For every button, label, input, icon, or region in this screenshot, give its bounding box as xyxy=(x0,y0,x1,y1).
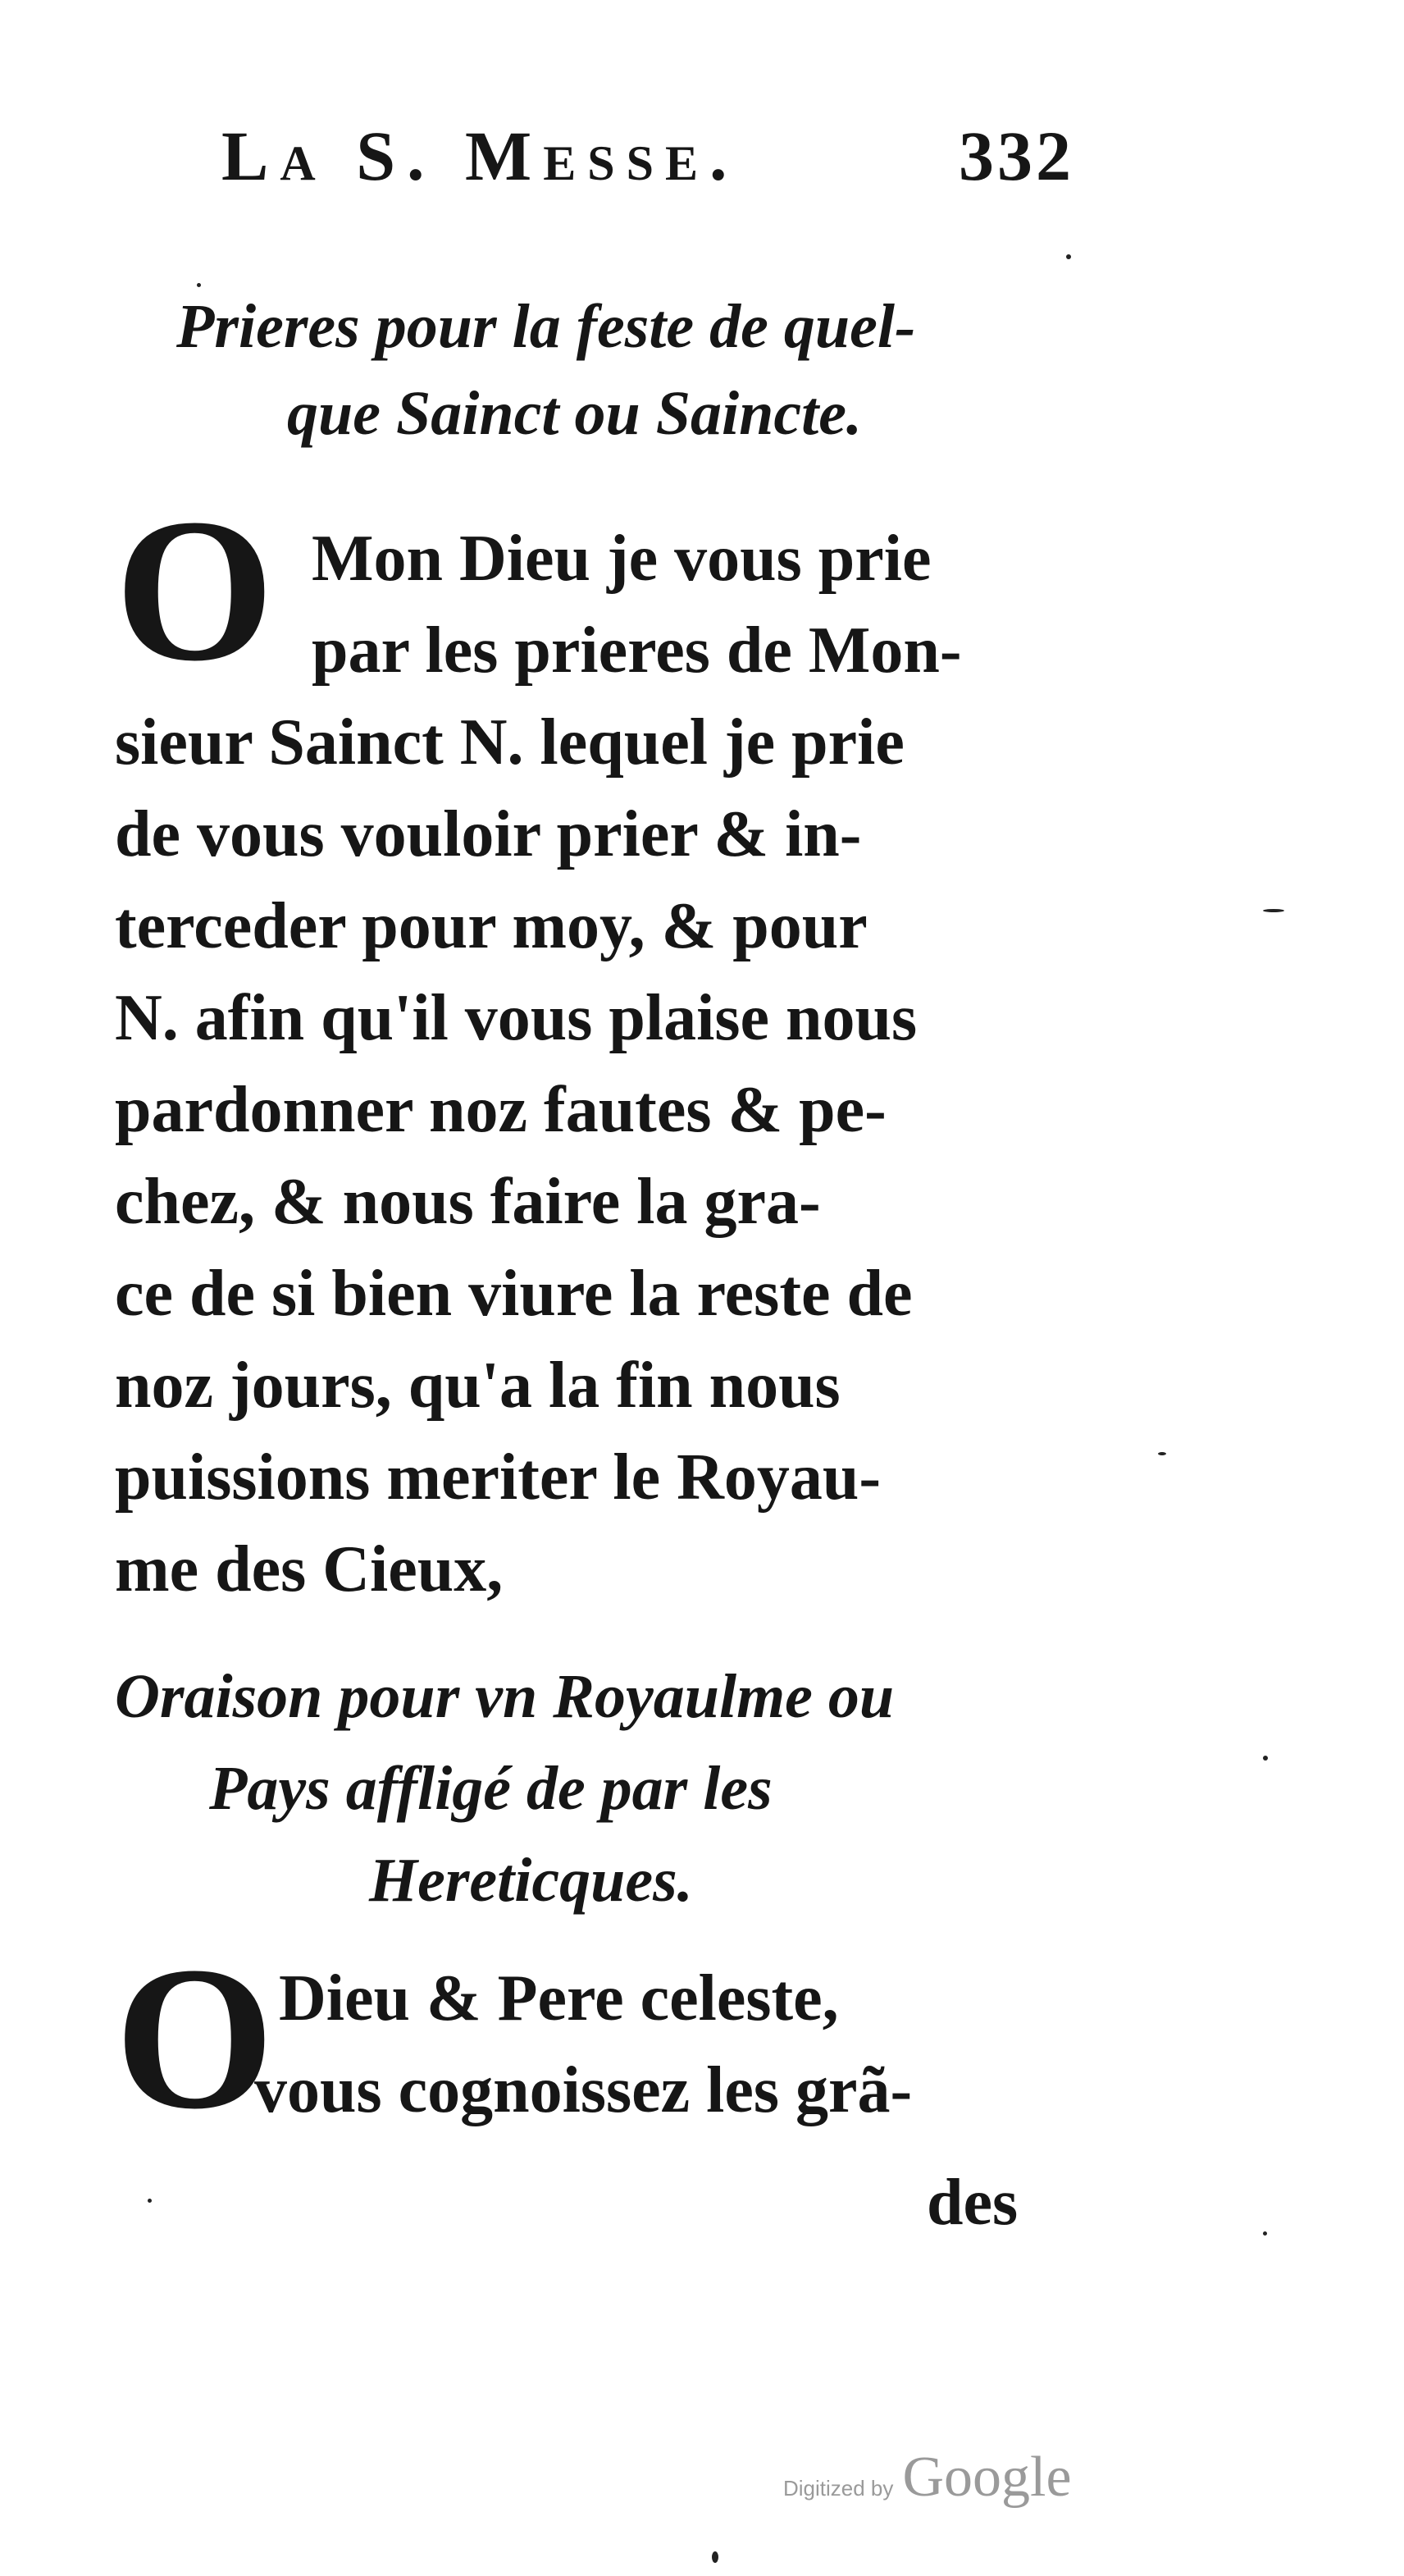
text-line: me des Cieux, xyxy=(115,1533,504,1605)
running-title: La S. Messe. xyxy=(221,116,739,195)
digitized-prefix: Digitized by xyxy=(783,2476,894,2501)
heading-line: Pays affligé de par les xyxy=(209,1754,773,1823)
heading-line: Oraison pour vn Royaulme ou xyxy=(115,1662,895,1731)
page-number: 332 xyxy=(959,116,1074,195)
heading-line: que Sainct ou Saincte. xyxy=(287,379,862,448)
print-speck xyxy=(1263,2231,1267,2236)
text-line: chez, & nous faire la gra- xyxy=(115,1166,821,1238)
text-line: N. afin qu'il vous plaise nous xyxy=(115,982,918,1054)
catchword: des xyxy=(927,2167,1019,2239)
digitization-mark xyxy=(783,2445,1072,2510)
print-speck xyxy=(1158,1452,1166,1455)
drop-cap: O xyxy=(115,1925,275,2152)
running-header xyxy=(221,115,1074,213)
text-line: de vous vouloir prier & in- xyxy=(115,798,862,870)
text-line: vous cognoissez les grã- xyxy=(254,2054,913,2126)
print-speck xyxy=(197,283,201,287)
text-line: terceder pour moy, & pour xyxy=(115,890,868,962)
text-line: Mon Dieu je vous prie xyxy=(312,523,932,595)
text-line: noz jours, qu'a la fin nous xyxy=(115,1350,841,1422)
prayer-paragraph-saint xyxy=(115,477,1074,1620)
drop-cap: O xyxy=(115,477,275,704)
text-line: puissions meriter le Royau- xyxy=(115,1441,882,1514)
text-line: pardonner noz fautes & pe- xyxy=(115,1074,887,1146)
print-speck xyxy=(148,2199,152,2203)
text-line: Dieu & Pere celeste, xyxy=(279,1962,839,2035)
text-line: ce de si bien viure la reste de xyxy=(115,1258,913,1330)
heading-line: Hereticques. xyxy=(369,1846,693,1915)
print-speck xyxy=(1066,254,1071,259)
text-line: par les prieres de Mon- xyxy=(312,614,962,687)
google-logo-text: Google xyxy=(902,2446,1072,2509)
heading-line: Prieres pour la feste de quel- xyxy=(176,292,916,361)
print-speck xyxy=(712,2551,718,2563)
print-speck xyxy=(1263,909,1284,912)
text-line: sieur Sainct N. lequel je prie xyxy=(115,706,905,779)
print-speck xyxy=(1263,1756,1268,1761)
